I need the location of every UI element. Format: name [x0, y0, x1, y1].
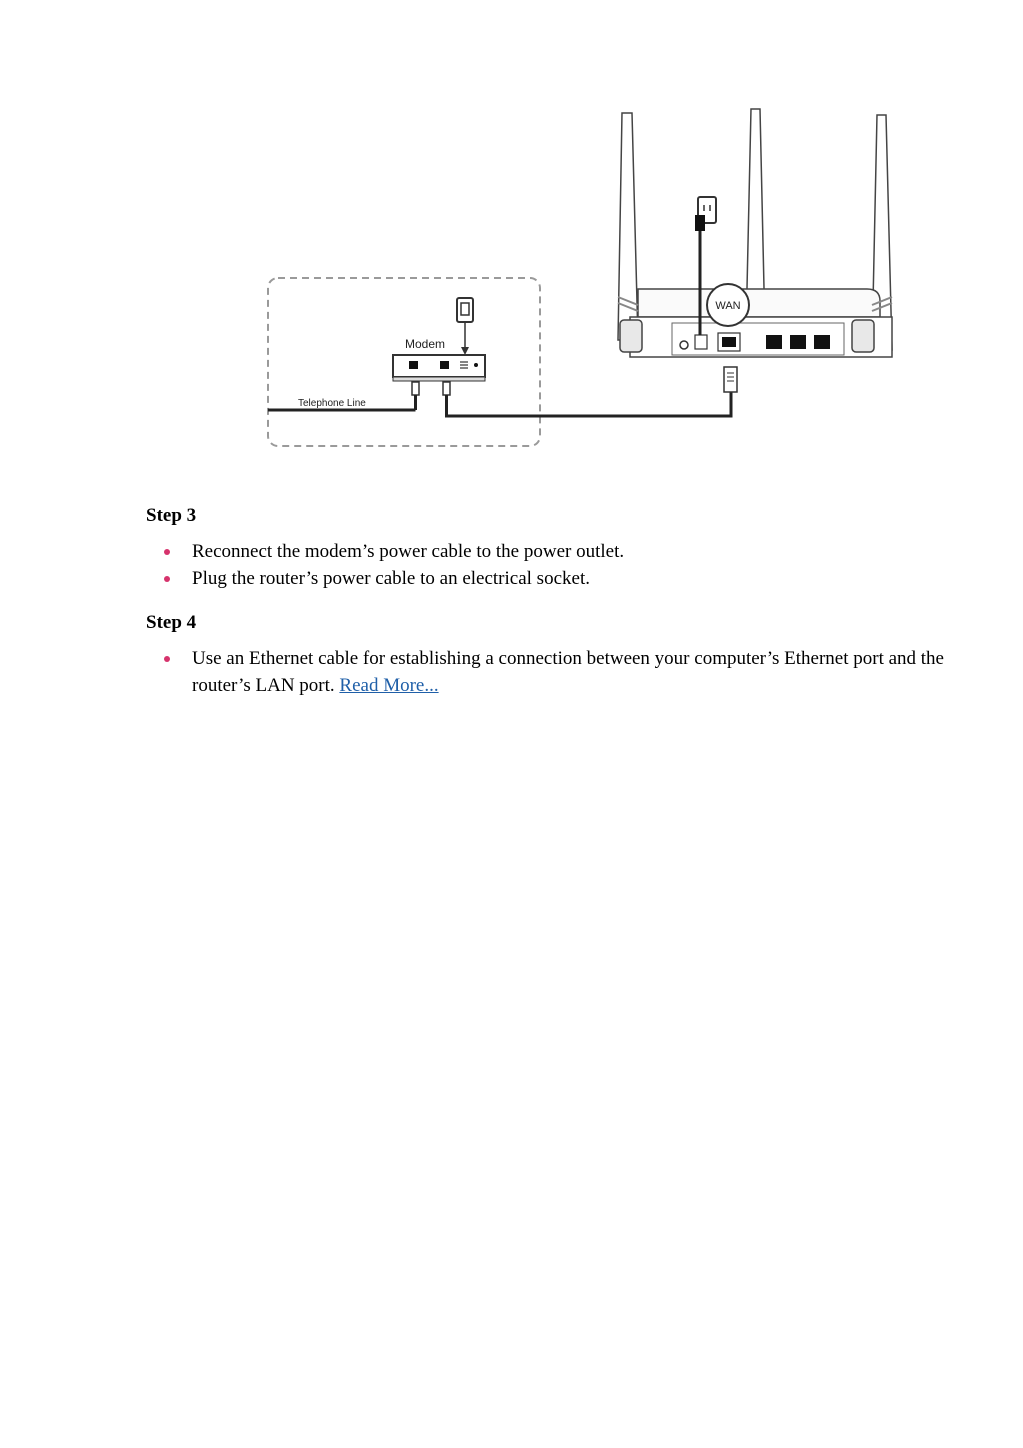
modem-icon: [393, 355, 485, 381]
step-4-list: [146, 645, 956, 699]
bullet-icon: [164, 576, 170, 582]
modem-power-adapter-icon: [457, 298, 473, 355]
read-more-link[interactable]: Read More...: [339, 675, 439, 696]
list-item-text: Reconnect the modem’s power cable to the power outlet.: [192, 541, 625, 562]
ethernet-cable-icon: [443, 367, 737, 416]
list-item-text: Use an Ethernet cable for establishing a connection between your computer’s Ethernet port and the router’s LAN port.: [192, 648, 944, 696]
bullet-icon: [164, 656, 170, 662]
list-item-text: Plug the router’s power cable to an electrical socket.: [192, 568, 590, 589]
telephone-line-label: Telephone Line: [298, 398, 366, 409]
list-item: [146, 565, 956, 592]
list-item: [146, 538, 956, 565]
list-item: [146, 645, 956, 699]
connection-diagram: [260, 105, 905, 455]
step-3-list: [146, 538, 956, 592]
bullet-icon: [164, 549, 170, 555]
wan-label: WAN: [715, 300, 741, 312]
step-3-heading: Step 3: [146, 505, 197, 526]
router-icon: [618, 289, 892, 357]
step-4-heading: Step 4: [146, 612, 197, 633]
modem-label: Modem: [405, 337, 446, 351]
wan-callout: [707, 284, 749, 326]
